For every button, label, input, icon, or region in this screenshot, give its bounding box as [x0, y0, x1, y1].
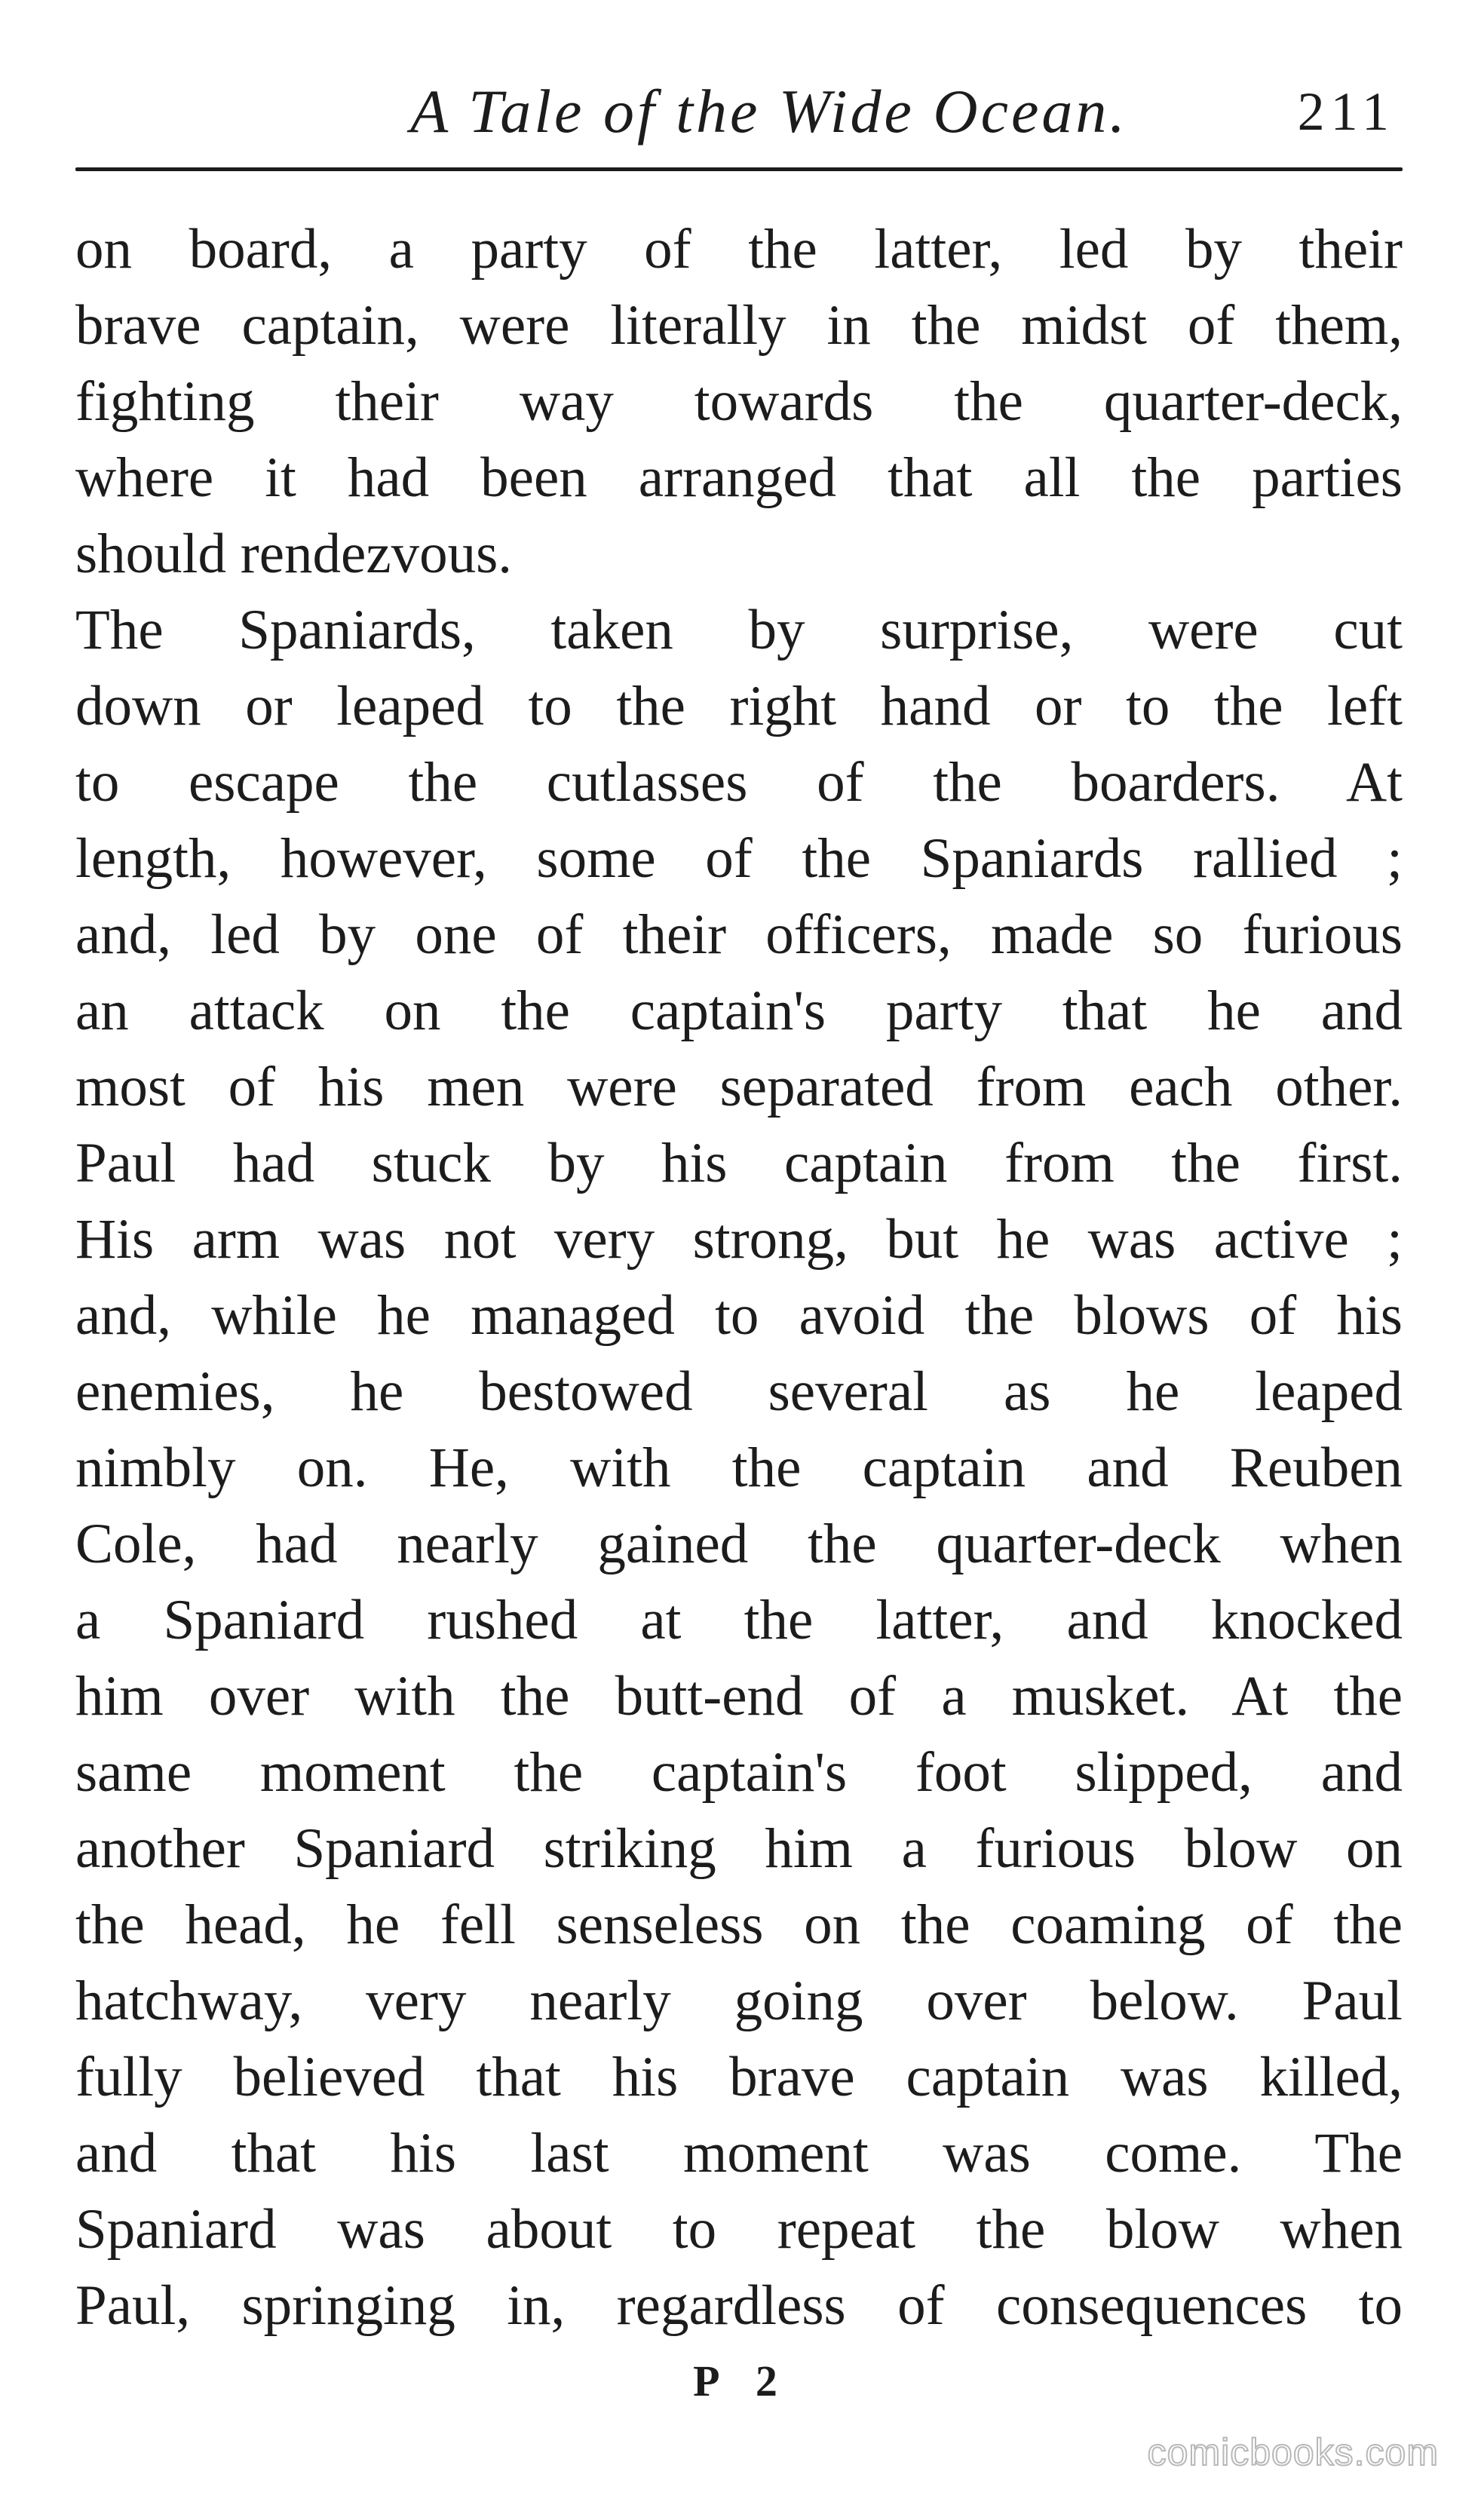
text-line: The Spaniards, taken by surprise, were cut	[75, 599, 1403, 661]
text-line: the head, he fell senseless on the coaming of the	[75, 1893, 1403, 1956]
running-head	[75, 74, 1403, 149]
text-line: Paul had stuck by his captain from the first.	[75, 1132, 1403, 1194]
text-line: a Spaniard rushed at the latter, and knocked	[75, 1589, 1403, 1651]
signature-mark: P 2	[693, 2356, 791, 2405]
text-line: most of his men were separated from each other.	[75, 1056, 1403, 1118]
text-line: down or leaped to the right hand or to the left	[75, 675, 1403, 737]
body-text	[75, 211, 1403, 2344]
text-line: an attack on the captain's party that he and	[75, 980, 1403, 1042]
text-line: nimbly on. He, with the captain and Reuben	[75, 1436, 1403, 1499]
text-line: another Spaniard striking him a furious blow on	[75, 1817, 1403, 1880]
text-line: Spaniard was about to repeat the blow when	[75, 2198, 1403, 2261]
text-line: brave captain, were literally in the midst of them,	[75, 294, 1403, 357]
text-line: His arm was not very strong, but he was active ;	[75, 1208, 1403, 1271]
text-line: him over with the butt-end of a musket. At the	[75, 1665, 1403, 1728]
text-line: length, however, some of the Spaniards rallied ;	[75, 827, 1403, 890]
header-rule	[75, 167, 1403, 171]
watermark: comicbooks.com	[1147, 2431, 1439, 2473]
text-line: on board, a party of the latter, led by their	[75, 218, 1403, 281]
text-line: to escape the cutlasses of the boarders. At	[75, 751, 1403, 814]
page-number: 211	[1297, 81, 1395, 142]
text-line: where it had been arranged that all the parties	[75, 446, 1403, 509]
text-line: fighting their way towards the quarter-deck,	[75, 370, 1403, 433]
text-line: hatchway, very nearly going over below. Paul	[75, 1970, 1403, 2032]
text-line: and that his last moment was come. The	[75, 2122, 1403, 2185]
text-line: should rendezvous.	[75, 523, 513, 585]
text-line: same moment the captain's foot slipped, and	[75, 1741, 1403, 1804]
text-line: Paul, springing in, regardless of consequences to	[75, 2274, 1403, 2337]
text-line: fully believed that his brave captain was killed,	[75, 2046, 1403, 2108]
text-line: enemies, he bestowed several as he leaped	[75, 1360, 1403, 1423]
text-line: and, led by one of their officers, made so furious	[75, 903, 1403, 966]
text-line: and, while he managed to avoid the blows of his	[75, 1284, 1403, 1347]
running-title: A Tale of the Wide Ocean.	[410, 77, 1128, 146]
text-line: Cole, had nearly gained the quarter-deck when	[75, 1513, 1403, 1575]
